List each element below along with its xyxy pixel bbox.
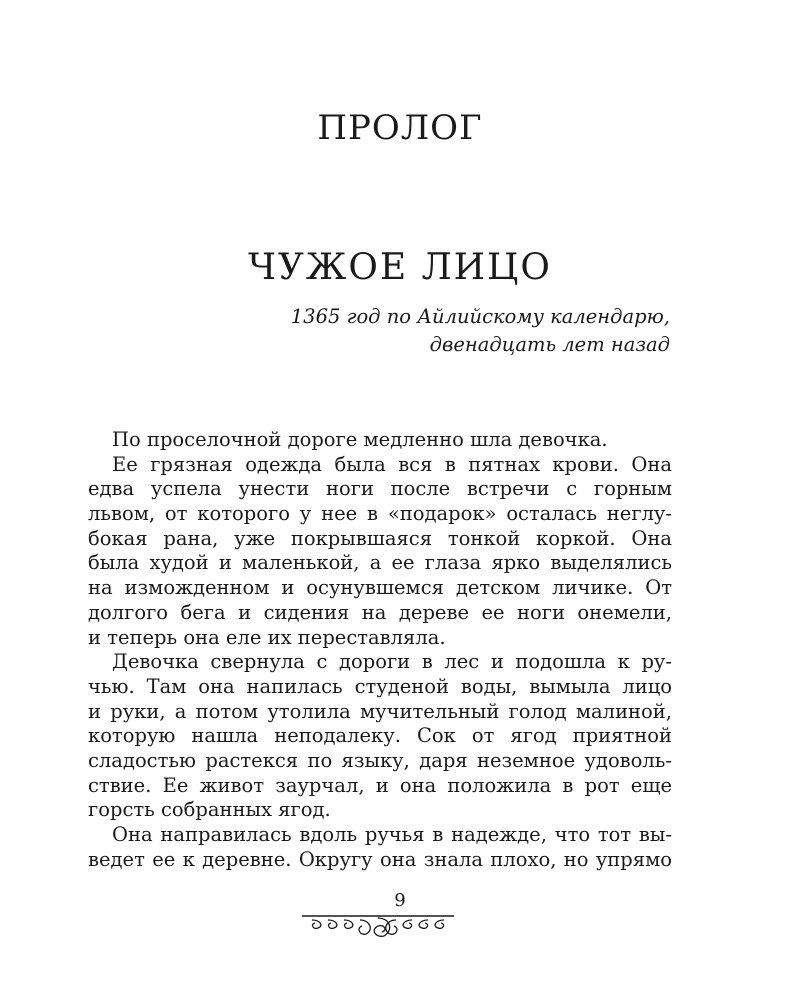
text-line: бокая рана, уже покрывшаяся тонкой коркой. Она <box>88 526 672 550</box>
text-line: на изможденном и осунувшемся детском личике. От <box>88 576 672 600</box>
text-line: горсть собранных ягод. <box>88 798 331 822</box>
text-line: была худой и маленькой, а ее глаза ярко выделялись <box>88 551 672 575</box>
text-line: ствие. Ее живот заурчал, и она положила в рот еще <box>88 773 672 797</box>
prologue-title: ПРОЛОГ <box>317 108 483 148</box>
text-line: ведет ее к деревне. Округу она знала плохо, но упрямо <box>88 847 672 871</box>
text-line: едва успела унести ноги после встречи с горным <box>88 477 672 501</box>
text-line: долгого бега и сидения на дереве ее ноги онемели, <box>88 600 672 624</box>
text-line: которую нашла неподалеку. Сок от ягод приятной <box>88 724 672 748</box>
epigraph-line: 1365 год по Айлийскому календарю, <box>290 305 670 328</box>
page-number: 9 <box>394 890 406 911</box>
text-line: и руки, а потом утолила мучительный голод малиной, <box>88 699 672 723</box>
text-line: сладостью растекся по языку, даря неземное удоволь- <box>88 748 672 772</box>
text-line: чью. Там она напилась студеной воды, вымыла лицо <box>88 674 672 698</box>
text-line: Девочка свернула с дороги в лес и подошла к ру- <box>112 650 672 674</box>
text-line: Она направилась вдоль ручья в надежде, что тот вы- <box>112 823 672 846</box>
text-line: Ее грязная одежда была вся в пятнах крови. Она <box>112 452 672 476</box>
epigraph <box>291 303 670 359</box>
chapter-title: ЧУЖОЕ ЛИЦО <box>248 247 552 288</box>
text-line: По проселочной дороге медленно шла девочка. <box>112 428 608 451</box>
body-text <box>88 428 672 872</box>
text-line: и теперь она еле их переставляла. <box>88 625 446 649</box>
epigraph-line: двенадцать лет назад <box>429 333 670 356</box>
page-ornament-icon <box>298 912 458 940</box>
text-line: львом, от которого у нее в «подарок» осталась неглу- <box>88 502 672 526</box>
